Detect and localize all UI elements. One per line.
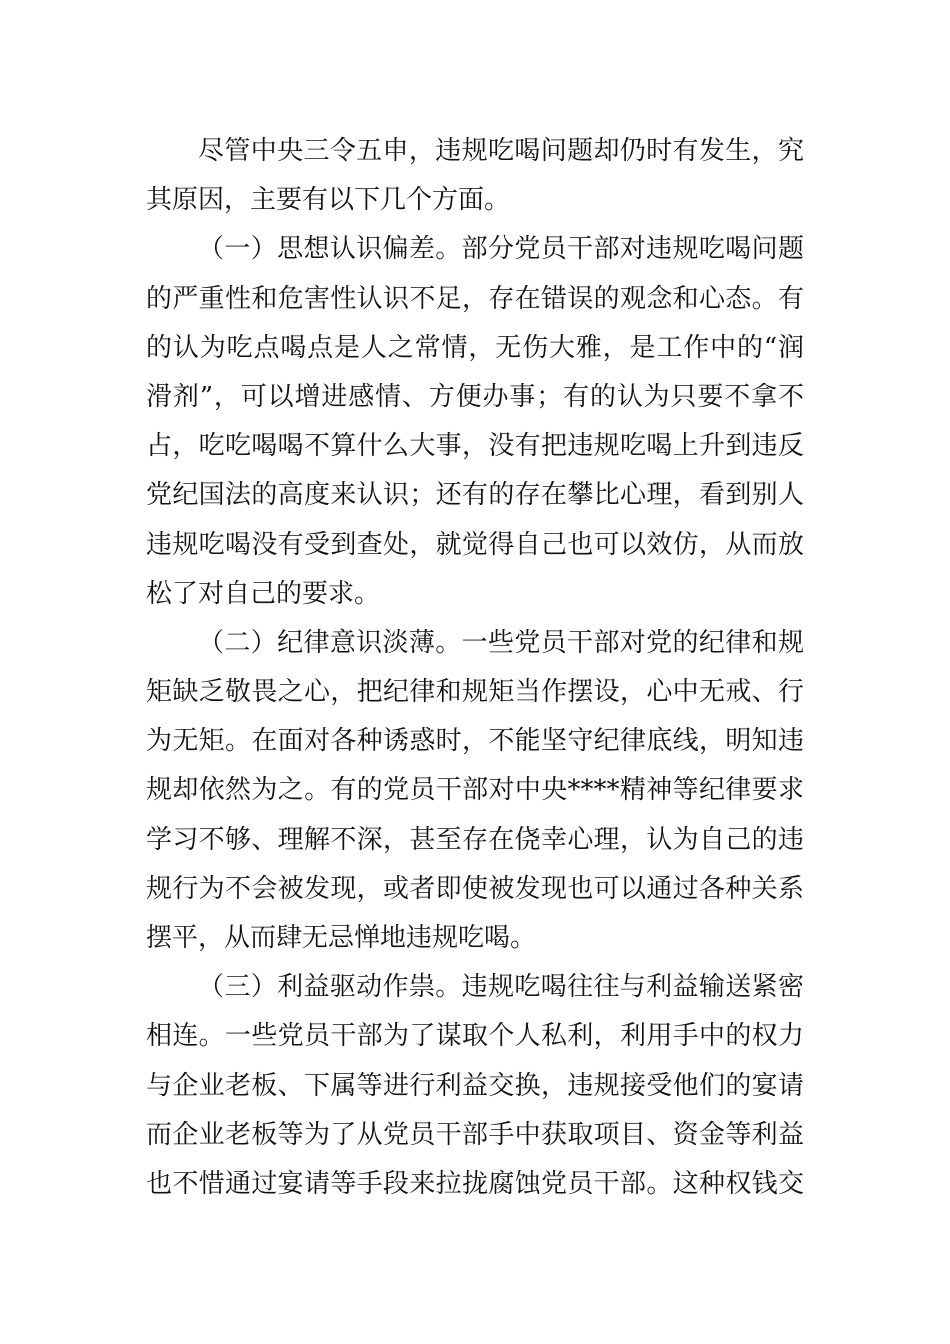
- paragraph-reason-3: [146, 963, 804, 1209]
- document-body: [146, 127, 804, 1209]
- text-line: 而企业老板等为了从党员干部手中获取项目、资金等利益: [146, 1119, 804, 1150]
- text-line: 为无矩。在面对各种诱惑时，不能坚守纪律底线，明知违: [146, 726, 804, 757]
- text-line: 摆平，从而肆无忌惮地违规吃喝。: [146, 923, 537, 953]
- text-line: （三）利益驱动作祟。违规吃喝往往与利益输送紧密: [198, 972, 804, 1003]
- text-line: 党纪国法的高度来认识；还有的存在攀比心理，看到别人: [146, 480, 804, 511]
- paragraph-intro: [146, 127, 804, 225]
- text-line: 滑剂”，可以增进感情、方便办事；有的认为只要不拿不: [146, 381, 804, 412]
- text-line: 规行为不会被发现，或者即使被发现也可以通过各种关系: [146, 873, 804, 904]
- paragraph-reason-2: [146, 619, 804, 963]
- text-line: 占，吃吃喝喝不算什么大事，没有把违规吃喝上升到违反: [146, 431, 804, 462]
- text-line: 相连。一些党员干部为了谋取个人私利，利用手中的权力: [146, 1021, 804, 1052]
- text-line: 的认为吃点喝点是人之常情，无伤大雅，是工作中的“润: [146, 332, 804, 363]
- text-line: 尽管中央三令五申，违规吃喝问题却仍时有发生，究: [198, 136, 804, 166]
- text-line: （一）思想认识偏差。部分党员干部对违规吃喝问题: [198, 234, 804, 265]
- text-line: 违规吃喝没有受到查处，就觉得自己也可以效仿，从而放: [146, 529, 804, 560]
- text-line: 学习不够、理解不深，甚至存在侥幸心理，认为自己的违: [146, 824, 804, 855]
- text-line: 也不惜通过宴请等手段来拉拢腐蚀党员干部。这种权钱交: [146, 1168, 804, 1199]
- paragraph-reason-1: [146, 225, 804, 619]
- text-line: 与企业老板、下属等进行利益交换，违规接受他们的宴请: [146, 1070, 804, 1101]
- text-line: 规却依然为之。有的党员干部对中央****精神等纪律要求: [146, 775, 804, 806]
- text-line: 其原因，主要有以下几个方面。: [146, 185, 511, 216]
- text-line: 矩缺乏敬畏之心，把纪律和规矩当作摆设，心中无戒、行: [146, 677, 804, 708]
- text-line: 松了对自己的要求。: [146, 578, 381, 609]
- text-line: 的严重性和危害性认识不足，存在错误的观念和心态。有: [146, 283, 804, 314]
- text-line: （二）纪律意识淡薄。一些党员干部对党的纪律和规: [198, 627, 804, 658]
